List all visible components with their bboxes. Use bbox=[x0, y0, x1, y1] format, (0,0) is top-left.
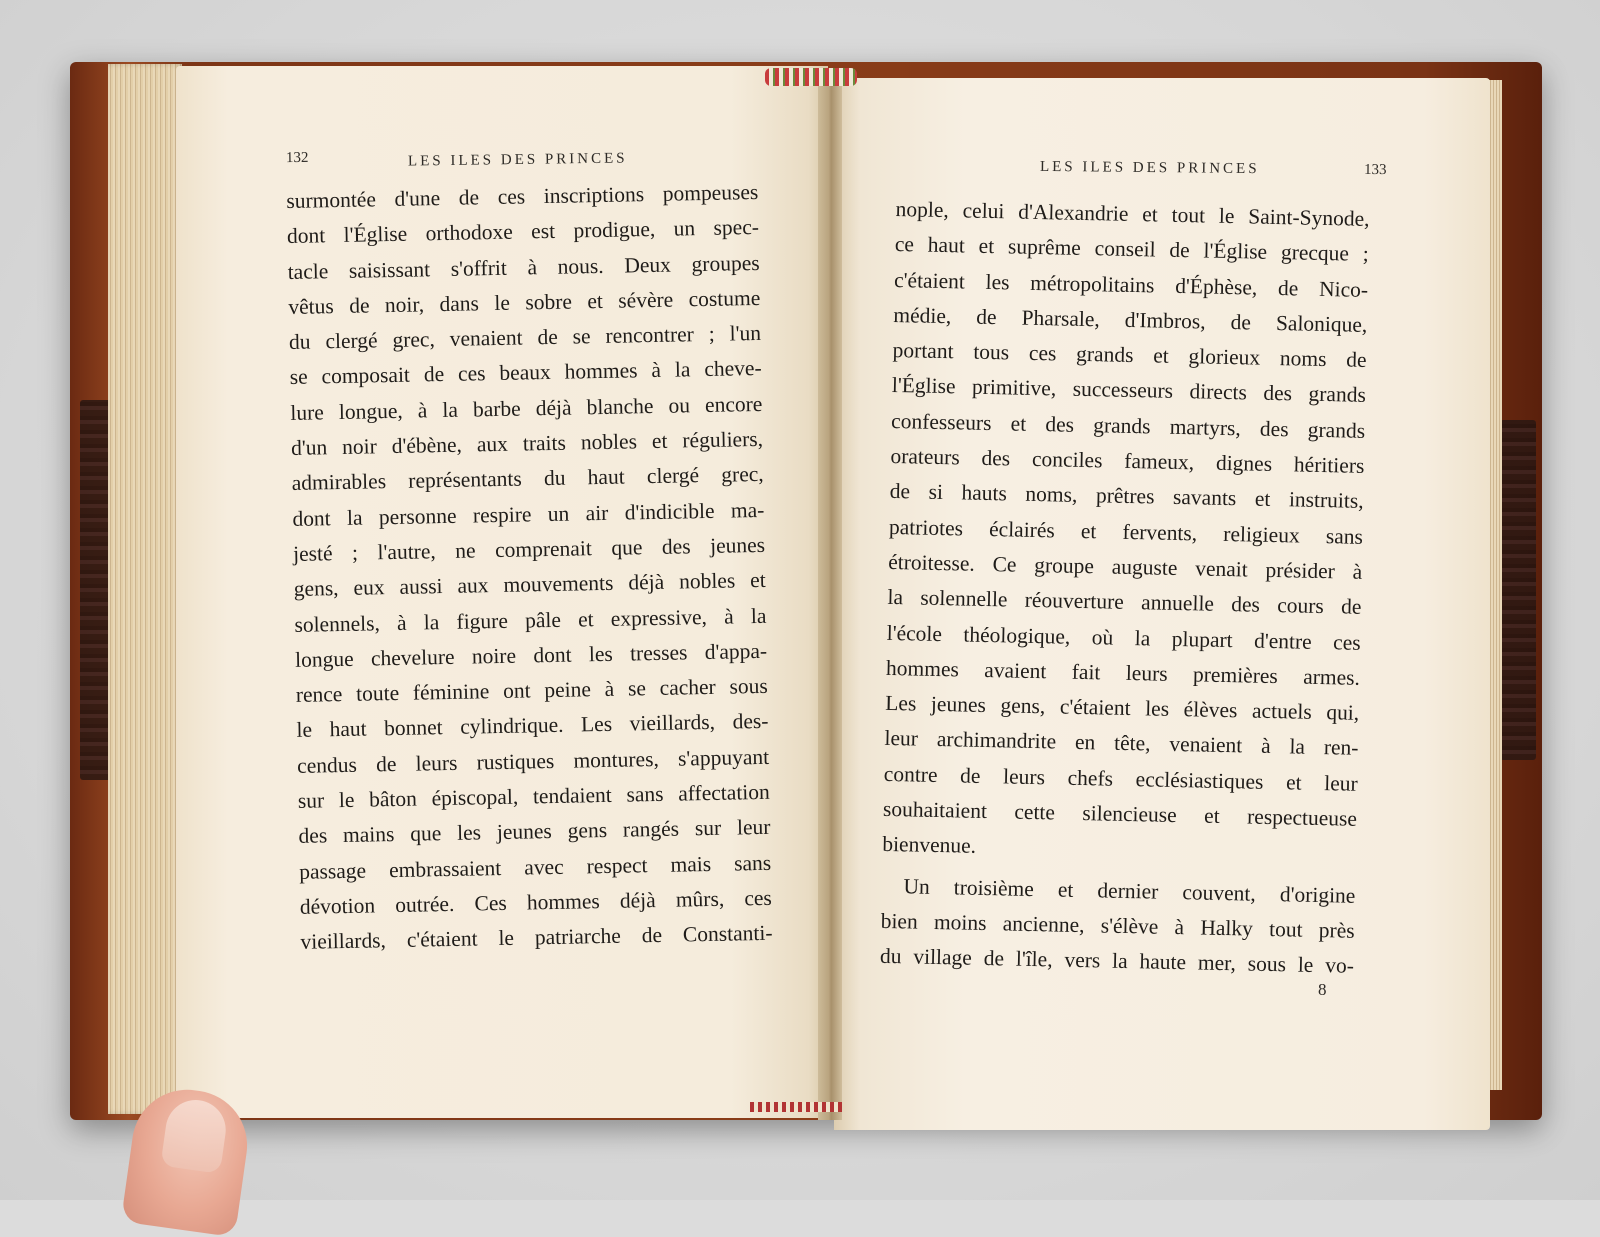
text-line: jesté ; l'autre, ne comprenait que des jeunes bbox=[292, 532, 766, 566]
text-line: cendus de leurs rustiques montures, s'appuyant bbox=[296, 744, 770, 778]
text-line: l'école théologique, où la plupart d'entre ces bbox=[886, 620, 1361, 655]
text-line: l'Église primitive, successeurs directs des grands bbox=[891, 373, 1367, 408]
right-page-text bbox=[880, 192, 1370, 984]
text-line: passage embrassaient avec respect mais sans bbox=[298, 850, 772, 884]
text-line: Un troisième et dernier couvent, d'origine bbox=[903, 873, 1356, 908]
text-line: se composait de ces beaux hommes à la cheve- bbox=[289, 356, 762, 390]
running-head-right: LES ILES DES PRINCES bbox=[1039, 158, 1260, 178]
left-page-text bbox=[286, 175, 773, 960]
marbled-endpaper-right bbox=[1500, 420, 1536, 760]
text-line: surmontée d'une de ces inscriptions pompeuses bbox=[286, 179, 759, 213]
text-line: tacle saisissant s'offrit à nous. Deux groupes bbox=[287, 250, 760, 284]
text-line: longue chevelure noire dont les tresses d'appa- bbox=[294, 638, 768, 672]
text-line: confesseurs et des grands martyrs, des grands bbox=[890, 408, 1366, 443]
page-edges-left bbox=[108, 64, 182, 1114]
page-edges-right bbox=[1488, 80, 1502, 1090]
text-line: d'un noir d'ébène, aux traits nobles et réguliers, bbox=[290, 426, 764, 461]
text-line: contre de leurs chefs ecclésiastiques et leur bbox=[883, 761, 1358, 796]
text-line: Les jeunes gens, c'étaient les élèves actuels qui, bbox=[885, 691, 1360, 725]
text-line: du clergé grec, venaient de se rencontrer ; l'un bbox=[288, 321, 762, 355]
text-line: de si hauts noms, prêtres savants et instruits, bbox=[889, 479, 1364, 514]
text-line: vieillards, c'étaient le patriarche de Constanti- bbox=[300, 921, 773, 955]
text-line: du village de l'île, vers la haute mer, sous le vo- bbox=[879, 944, 1355, 978]
text-line: rence toute féminine ont peine à se cacher sous bbox=[295, 674, 768, 708]
text-line: la solennelle réouverture annuelle des cours de bbox=[887, 585, 1362, 620]
text-line: dévotion outrée. Ces hommes déjà mûrs, ces bbox=[299, 885, 773, 919]
page-number-left: 132 bbox=[285, 149, 309, 167]
text-line: souhaitaient cette silencieuse et respectueuse bbox=[882, 796, 1358, 831]
text-line: dont l'Église orthodoxe est prodigue, un spec- bbox=[286, 215, 760, 249]
tailband bbox=[750, 1102, 842, 1112]
signature-mark: 8 bbox=[1318, 980, 1327, 999]
running-head-left: LES ILES DES PRINCES bbox=[407, 150, 628, 170]
text-line: vêtus de noir, dans le sobre et sévère costume bbox=[288, 285, 761, 319]
text-line: sur le bâton épiscopal, tendaient sans affectation bbox=[297, 779, 770, 813]
text-line: patriotes éclairés et fervents, religieux sans bbox=[888, 514, 1364, 549]
text-line: orateurs des conciles fameux, dignes héritiers bbox=[890, 444, 1365, 478]
text-line: le haut bonnet cylindrique. Les vieillards, des- bbox=[296, 709, 769, 743]
text-line: médie, de Pharsale, d'Imbros, de Salonique, bbox=[893, 302, 1368, 337]
page-number-right: 133 bbox=[1363, 161, 1387, 179]
text-line: bienvenue. bbox=[882, 832, 977, 859]
text-line: admirables représentants du haut clergé grec, bbox=[291, 462, 764, 496]
text-line: hommes avaient fait leurs premières armes. bbox=[885, 655, 1361, 690]
text-line: des mains que les jeunes gens rangés sur leur bbox=[298, 815, 771, 849]
headband bbox=[765, 68, 857, 86]
text-line: gens, eux aussi aux mouvements déjà nobles et bbox=[293, 568, 766, 602]
text-line: portant tous ces grands et glorieux noms de bbox=[892, 338, 1367, 373]
text-line: c'étaient les métropolitains d'Éphèse, de Nico- bbox=[893, 267, 1369, 302]
text-line: bien moins ancienne, s'élève à Halky tout près bbox=[880, 908, 1355, 943]
text-line: solennels, à la figure pâle et expressive, à la bbox=[294, 603, 767, 637]
text-line: nople, celui d'Alexandrie et tout le Saint-Synode, bbox=[895, 196, 1370, 231]
book-gutter bbox=[818, 70, 842, 1120]
text-line: lure longue, à la barbe déjà blanche ou encore bbox=[290, 391, 763, 425]
text-line: dont la personne respire un air d'indicible ma- bbox=[292, 497, 765, 531]
text-line: leur archimandrite en tête, venaient à la ren- bbox=[884, 726, 1359, 761]
text-line: étroitesse. Ce groupe auguste venait présider à bbox=[888, 549, 1363, 584]
text-line: ce haut et suprême conseil de l'Église grecque ; bbox=[894, 232, 1370, 267]
